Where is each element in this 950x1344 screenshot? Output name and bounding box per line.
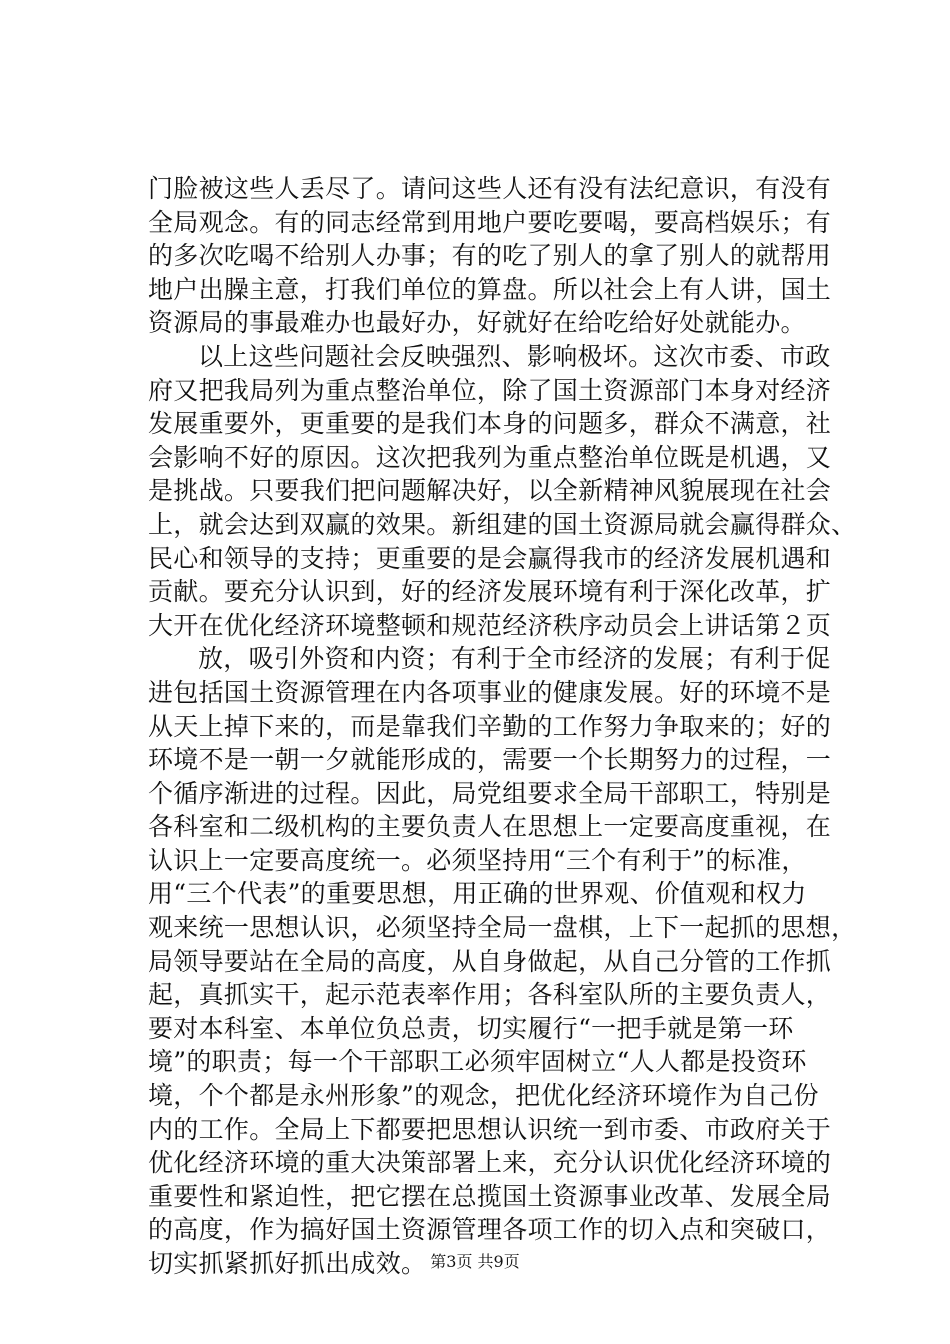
text-line: 会影响不好的原因。这次把我列为重点整治单位既是机遇，又	[148, 442, 832, 472]
text-line: 大开在优化经济环境整顿和规范经济秩序动员会上讲话第２页	[148, 610, 832, 640]
text-line: 门脸被这些人丢尽了。请问这些人还有没有法纪意识，有没有	[148, 174, 832, 203]
text-line: 府又把我局列为重点整治单位，除了国土资源部门本身对经济	[148, 375, 832, 405]
text-line: 个循序渐进的过程。因此，局党组要求全局干部职工，特别是	[148, 778, 832, 808]
text-line: 的高度，作为搞好国土资源管理各项工作的切入点和突破口，	[148, 1215, 832, 1245]
text-line: 境，个个都是永州形象”的观念，把优化经济环境作为自己份	[148, 1081, 819, 1111]
text-line: 进包括国土资源管理在内各项事业的健康发展。好的环境不是	[148, 677, 832, 707]
text-line: 局领导要站在全局的高度，从自身做起，从自己分管的工作抓	[148, 946, 832, 976]
text-line: 优化经济环境的重大决策部署上来，充分认识优化经济环境的	[148, 1148, 832, 1178]
text-line: 民心和领导的支持；更重要的是会赢得我市的经济发展机遇和	[148, 543, 832, 573]
text-line: 以上这些问题社会反映强烈、影响极坏。这次市委、市政	[198, 341, 831, 371]
text-line: 重要性和紧迫性，把它摆在总揽国土资源事业改革、发展全局	[148, 1181, 832, 1211]
text-line: 内的工作。全局上下都要把思想认识统一到市委、市政府关于	[148, 1114, 832, 1144]
text-line: 各科室和二级机构的主要负责人在思想上一定要高度重视，在	[148, 812, 832, 842]
text-line: 是挑战。只要我们把问题解决好，以全新精神风貌展现在社会	[148, 476, 832, 506]
text-line: 从天上掉下来的，而是靠我们辛勤的工作努力争取来的；好的	[148, 711, 832, 741]
body-text	[148, 172, 857, 1281]
text-line: 地户出臊主意，打我们单位的算盘。所以社会上有人讲，国土	[148, 274, 832, 304]
text-line: 起，真抓实干，起示范表率作用；各科室队所的主要负责人，	[148, 980, 832, 1010]
text-line: 要对本科室、本单位负总责，切实履行“一把手就是第一环	[148, 1013, 794, 1043]
text-line: 切实抓紧抓好抓出成效。	[148, 1249, 427, 1278]
page-footer: 第3页 共9页	[430, 1252, 520, 1271]
text-line: 的多次吃喝不给别人办事；有的吃了别人的拿了别人的就帮用	[148, 241, 832, 271]
text-line: 认识上一定要高度统一。必须坚持用“三个有利于”的标准，	[148, 845, 807, 875]
text-line: 用“三个代表”的重要思想，用正确的世界观、价值观和权力	[148, 879, 807, 909]
text-line: 放，吸引外资和内资；有利于全市经济的发展；有利于促	[198, 644, 831, 674]
text-line: 贡献。要充分认识到，好的经济发展环境有利于深化改革，扩	[148, 577, 832, 607]
text-line: 境”的职责；每一个干部职工必须牢固树立“人人都是投资环	[148, 1047, 807, 1077]
text-line: 环境不是一朝一夕就能形成的，需要一个长期努力的过程，一	[148, 745, 832, 775]
text-line: 上，就会达到双赢的效果。新组建的国土资源局就会赢得群众、	[148, 509, 857, 539]
text-line: 资源局的事最难办也最好办，好就好在给吃给好处就能办。	[148, 308, 806, 338]
text-line: 观来统一思想认识，必须坚持全局一盘棋，上下一起抓的思想，	[148, 913, 857, 943]
text-line: 发展重要外，更重要的是我们本身的问题多，群众不满意，社	[148, 409, 832, 439]
text-line: 全局观念。有的同志经常到用地户要吃要喝，要高档娱乐；有	[148, 207, 832, 237]
